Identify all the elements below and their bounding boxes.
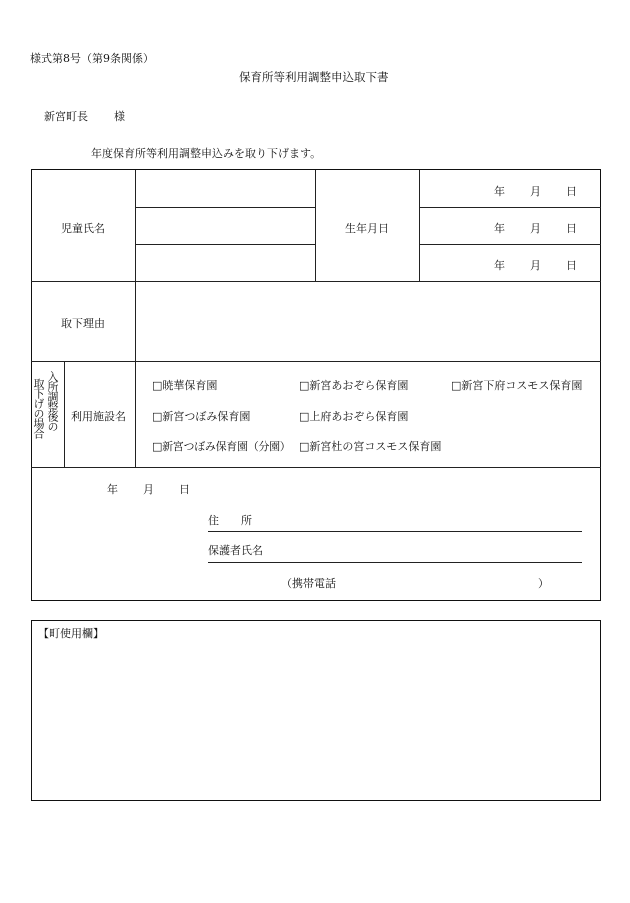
page-title: 保育所等利用調整申込取下書	[239, 70, 389, 84]
office-use-label: 【町使用欄】	[38, 627, 104, 640]
statement: 年度保育所等利用調整申込みを取り下げます。	[91, 147, 322, 160]
phone-field[interactable]	[340, 570, 535, 590]
address-underline	[208, 531, 582, 532]
divider	[135, 244, 315, 245]
day-label: 日	[566, 222, 577, 235]
year-label: 年	[494, 259, 505, 272]
divider	[135, 207, 315, 208]
month-label: 月	[530, 185, 541, 198]
case-label-col2: 取下げの場合	[32, 378, 45, 438]
address-label: 住 所	[208, 514, 252, 527]
divider	[419, 207, 601, 208]
facility-option[interactable]: □新宮下府コスモス保育園	[451, 379, 583, 392]
facility-label: 利用施設名	[71, 410, 126, 423]
phone-label-close: ）	[538, 577, 549, 590]
recipient: 新宮町長	[44, 110, 88, 123]
child-name-field[interactable]	[137, 172, 313, 205]
reason-field[interactable]	[137, 284, 599, 359]
birthdate-label: 生年月日	[345, 222, 389, 235]
guardian-name-underline	[208, 562, 582, 563]
facility-option[interactable]: □上府あおぞら保育園	[299, 410, 409, 423]
month-label: 月	[530, 222, 541, 235]
reason-label: 取下理由	[61, 317, 105, 330]
divider	[419, 170, 420, 281]
year-label: 年	[494, 185, 505, 198]
sign-year-label: 年	[107, 483, 118, 496]
child-name-label: 児童氏名	[61, 222, 105, 235]
divider	[31, 281, 601, 282]
year-label: 年	[494, 222, 505, 235]
honorific: 様	[114, 110, 125, 123]
guardian-name-field[interactable]	[270, 536, 582, 560]
office-use-box	[31, 620, 601, 801]
divider	[31, 467, 601, 468]
case-label-col1: 入所調整後の	[46, 371, 59, 431]
guardian-name-label: 保護者氏名	[208, 544, 263, 557]
divider	[135, 170, 136, 467]
divider	[419, 244, 601, 245]
facility-option[interactable]: □暁華保育園	[152, 379, 218, 392]
facility-option[interactable]: □新宮つぼみ保育園（分園）	[152, 440, 291, 453]
address-field[interactable]	[270, 506, 582, 530]
facility-option[interactable]: □新宮杜の宮コスモス保育園	[299, 440, 442, 453]
month-label: 月	[530, 259, 541, 272]
facility-option[interactable]: □新宮あおぞら保育園	[299, 379, 409, 392]
divider	[64, 361, 65, 467]
phone-label-open: （携帯電話	[281, 577, 336, 590]
child-name-field[interactable]	[137, 209, 313, 242]
facility-option[interactable]: □新宮つぼみ保育園	[152, 410, 251, 423]
sign-day-label: 日	[179, 483, 190, 496]
divider	[315, 170, 316, 281]
form-number: 様式第8号（第9条関係）	[30, 52, 154, 65]
child-name-field[interactable]	[137, 246, 313, 279]
divider	[31, 361, 601, 362]
sign-month-label: 月	[143, 483, 154, 496]
day-label: 日	[566, 259, 577, 272]
day-label: 日	[566, 185, 577, 198]
